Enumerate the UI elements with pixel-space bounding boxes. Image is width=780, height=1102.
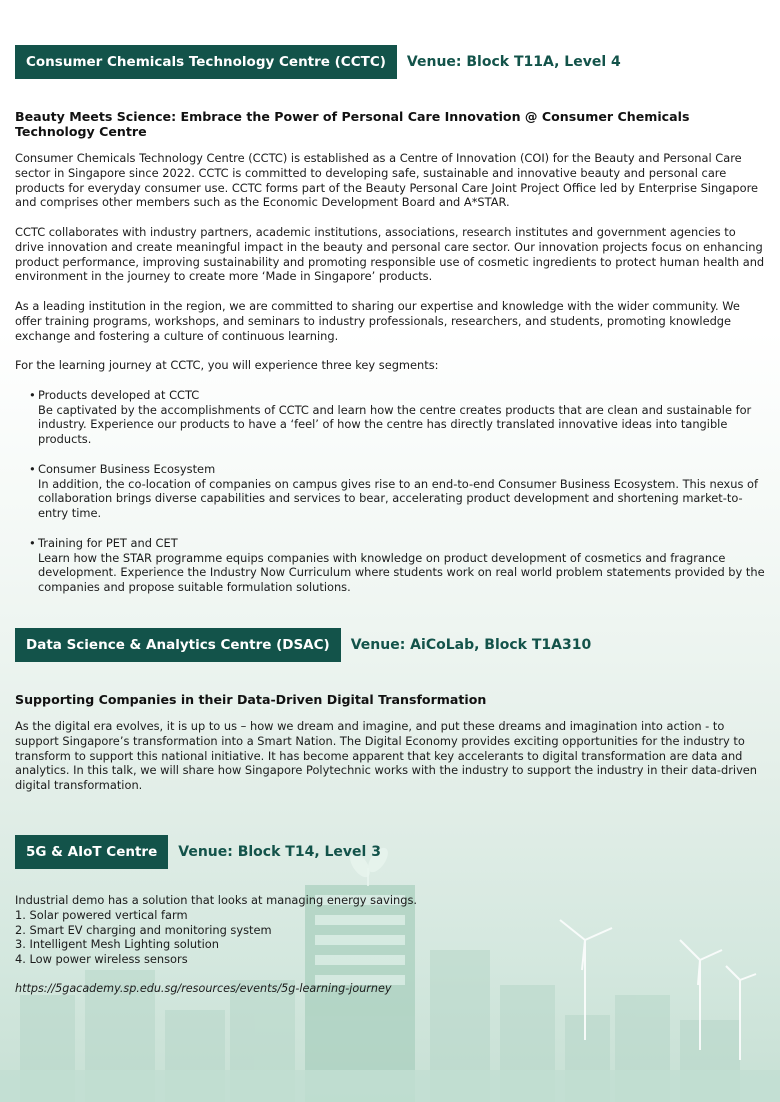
segment-title: • Consumer Business Ecosystem: [38, 461, 216, 476]
aiot-link[interactable]: https://5gacademy.sp.edu.sg/resources/events/5g-learning-journey: [15, 981, 392, 995]
cctc-header: [15, 45, 621, 79]
cctc-heading: Beauty Meets Science: Embrace the Power of Personal Care Innovation @ Consumer Chemicals Technology Centre: [15, 109, 690, 139]
cctc-body: [15, 109, 767, 610]
cctc-paragraph: Consumer Chemicals Technology Centre (CCTC) is established as a Centre of Innovation (COI) for the Beauty and Personal Care sector in Singapore since 2022. CCTC is committed to developing safe, sustainable and innovative beauty and personal care products for everyday consumer use. CCTC forms part of the Beauty Personal Care Joint Project Office led by Enterprise Singapore and comprises other members such as the Economic Development Board and A*STAR.: [15, 151, 759, 210]
list-item: 4. Low power wireless sensors: [15, 952, 188, 967]
cctc-paragraph: CCTC collaborates with industry partners, academic institutions, associations, research institutes and government agencies to drive innovation and create meaningful impact in the beauty and personal care sector. Our innovation projects focus on enhancing product performance, improving sustainability and promoting responsible use of cosmetic ingredients to protect human health and environment in the journey to create more ‘Made in Singapore’ products.: [15, 224, 765, 284]
segment-text: In addition, the co-location of companies on campus gives rise to an end-to-end Consumer Business Ecosystem. This nexus of collaboration brings diverse capabilities and services to bear, accelerating product development and shortening market-to-entry time.: [38, 476, 758, 521]
aiot-header: [15, 835, 381, 869]
segment-text: Be captivated by the accomplishments of CCTC and learn how the centre creates products that are clean and sustainable for industry. Experience our products to have a ‘feel’ of how the centre has directly translated innovative ideas into tangible products.: [38, 402, 752, 447]
list-item: [29, 462, 767, 521]
list-item: [29, 388, 767, 447]
cctc-segments-list: [15, 388, 767, 595]
aiot-title: 5G & AIoT Centre: [15, 835, 168, 869]
dsac-header: [15, 628, 591, 662]
segment-text: Learn how the STAR programme equips companies with knowledge on product development of cosmetics and fragrance development. Experience the Industry Now Curriculum where students work on real world problem statements provided by the companies and propose suitable formulation solutions.: [38, 550, 765, 595]
dsac-heading: Supporting Companies in their Data-Driven Digital Transformation: [15, 692, 487, 707]
list-item: [29, 536, 767, 595]
dsac-body: [15, 692, 767, 808]
segment-title: • Training for PET and CET: [38, 535, 178, 550]
aiot-venue: Venue: Block T14, Level 3: [178, 844, 381, 860]
cctc-paragraph: As a leading institution in the region, we are committed to sharing our expertise and knowledge with the wider community. We offer training programs, workshops, and seminars to industry professionals, researchers, and students, promoting knowledge exchange and fostering a culture of continuous learning.: [15, 298, 740, 343]
dsac-paragraph: As the digital era evolves, it is up to us – how we dream and imagine, and put these dreams and imagination into action - to support Singapore’s transformation into a Smart Nation. The Digital Economy provides exciting opportunities for the industry to transform to support this national initiative. It has become apparent that key accelerants to digital transformation are data and analytics. In this talk, we will share how Singapore Polytechnic works with the industry to support the industry in their data-driven digital transformation.: [15, 719, 758, 793]
list-item: 2. Smart EV charging and monitoring system: [15, 922, 272, 937]
cctc-venue: Venue: Block T11A, Level 4: [406, 54, 621, 70]
dsac-title: Data Science & Analytics Centre (DSAC): [15, 628, 341, 662]
list-item: 1. Solar powered vertical farm: [15, 907, 188, 922]
segment-title: • Products developed at CCTC: [38, 387, 200, 402]
aiot-intro: Industrial demo has a solution that looks at managing energy savings.: [15, 893, 417, 907]
list-item: 3. Intelligent Mesh Lighting solution: [15, 937, 219, 952]
cctc-paragraph: For the learning journey at CCTC, you will experience three key segments:: [15, 358, 439, 373]
cctc-title: Consumer Chemicals Technology Centre (CCTC): [15, 45, 397, 79]
dsac-venue: Venue: AiCoLab, Block T1A310: [350, 637, 592, 653]
aiot-body: [15, 893, 767, 997]
